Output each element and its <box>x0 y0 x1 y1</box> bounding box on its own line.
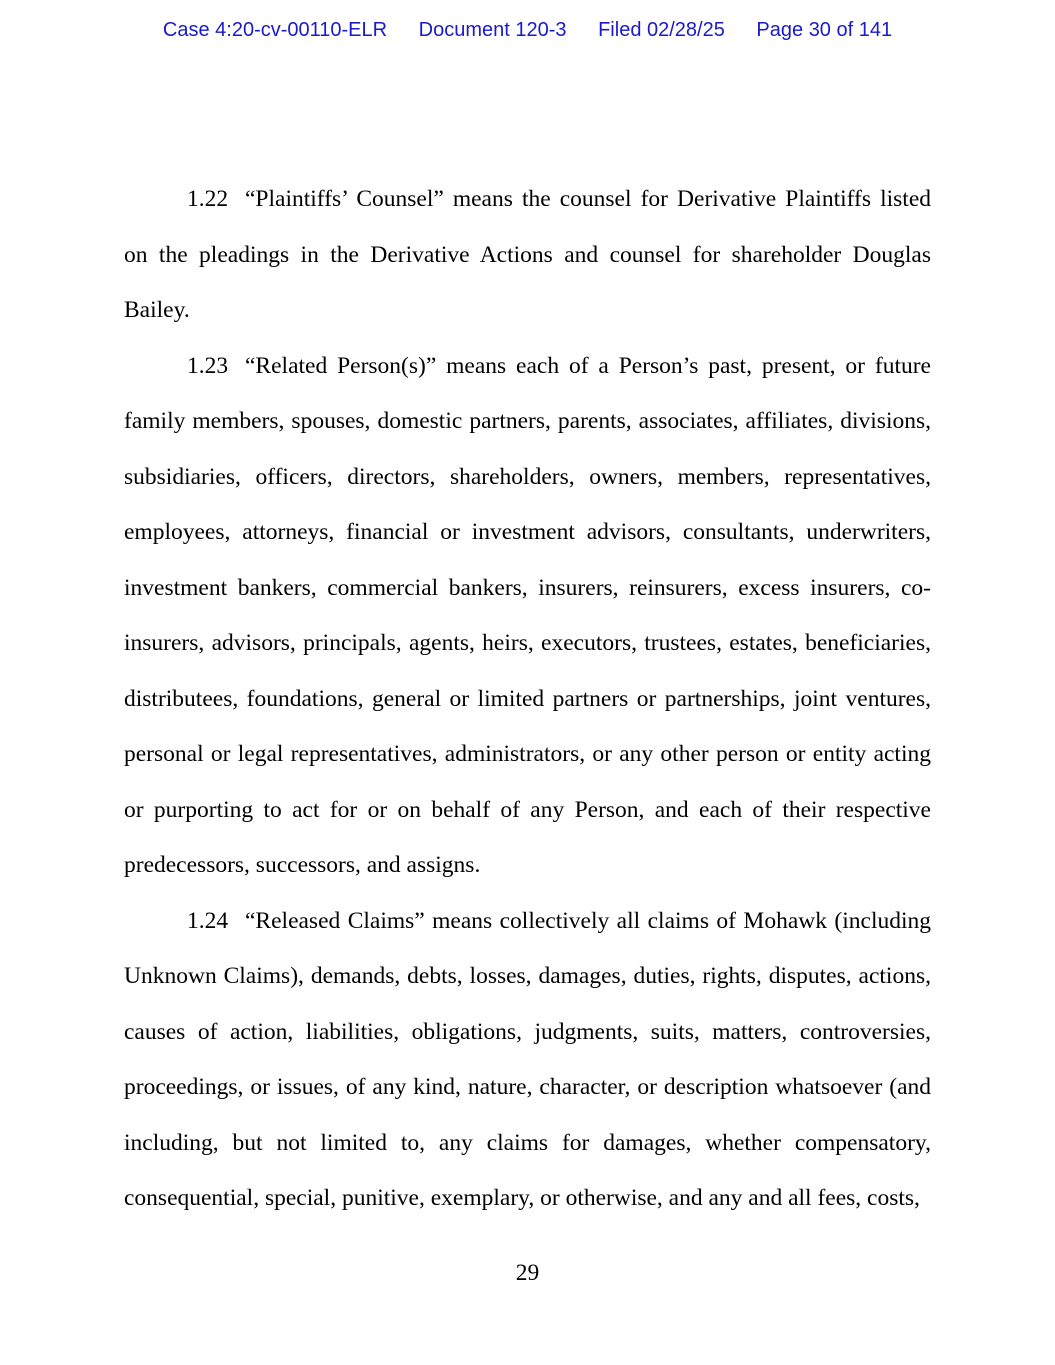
page-count: Page 30 of 141 <box>756 19 893 41</box>
paragraph-text: “Released Claims” means collectively all claims of Mohawk (including Unknown Claims), demands, debts, losses, damages, duties, rights, disputes, actions, causes of action, liabilities, obligations, judgments, suits, matters, controversies, proceedings, or issues, of any kind, nature, character, or description whatsoever (and including, but not limited to, any claims for damages, whether compensatory, consequential, special, punitive, exemplary, or otherwise, and any and all fees, costs, <box>124 907 931 1211</box>
case-number: Case 4:20-cv-00110-ELR <box>162 19 388 41</box>
document-body <box>124 172 931 1227</box>
paragraph-number: 1.22 <box>187 186 229 212</box>
paragraph-number: 1.24 <box>187 907 229 934</box>
filing-header <box>0 19 1055 42</box>
paragraph-text: “Related Person(s)” means each of a Person’s past, present, or future family members, spouses, domestic partners, parents, associates, affiliates, divisions, subsidiaries, officers, directors, shareholders, owners, members, representatives, employees, attorneys, financial or investment advisors, consultants, underwriters, investment bankers, commercial bankers, insurers, reinsurers, excess insurers, co-insurers, advisors, principals, agents, heirs, executors, trustees, estates, beneficiaries, distributees, foundations, general or limited partners or partnerships, joint ventures, personal or legal representatives, administrators, or any other person or entity acting or purporting to act for or on behalf of any Person, and each of their respective predecessors, successors, and assigns. <box>124 352 931 878</box>
paragraph-1-23 <box>124 339 931 894</box>
paragraph-1-24 <box>124 894 931 1227</box>
filed-date: Filed 02/28/25 <box>598 19 725 41</box>
paragraph-number: 1.23 <box>187 352 229 379</box>
paragraph-1-22 <box>124 172 931 339</box>
paragraph-text: “Plaintiffs’ Counsel” means the counsel for Derivative Plaintiffs listed on the pleadings in the Derivative Actions and counsel for shareholder Douglas Bailey. <box>124 186 931 323</box>
page-number: 29 <box>515 1260 540 1286</box>
document-number: Document 120-3 <box>418 19 567 41</box>
